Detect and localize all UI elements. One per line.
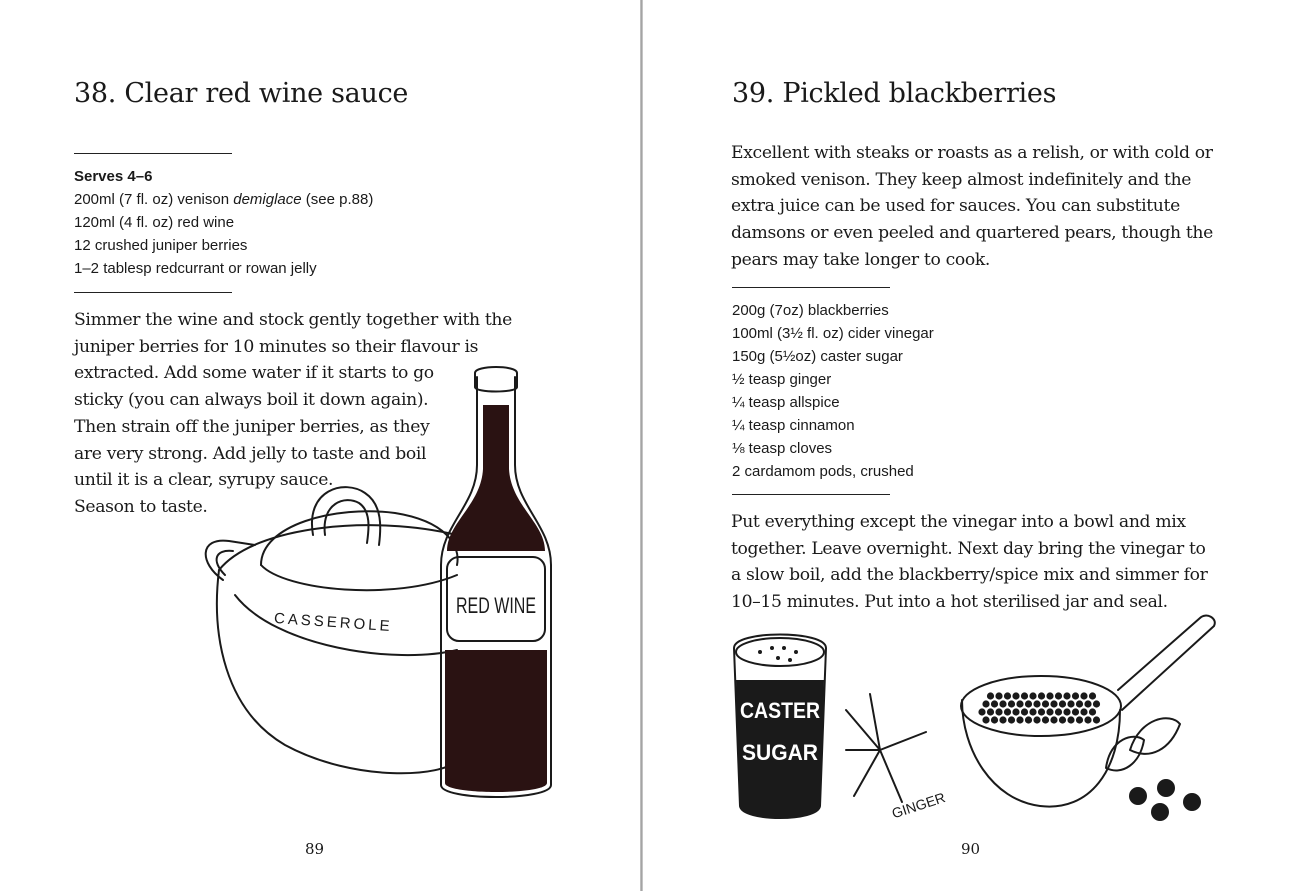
divider-rule bbox=[74, 292, 232, 293]
berry-icon bbox=[1038, 692, 1045, 699]
text-line: until it is a clear, syrupy sauce. bbox=[74, 470, 334, 491]
text-line: sticky (you can always boil it down again). bbox=[74, 390, 429, 411]
berry-icon bbox=[1021, 708, 1028, 715]
left-page bbox=[0, 0, 640, 891]
berry-icon bbox=[1025, 716, 1032, 723]
ingredient-text: 1–2 tablesp redcurrant or rowan jelly bbox=[74, 260, 317, 277]
berry-icon bbox=[1029, 708, 1036, 715]
berry-icon bbox=[1076, 700, 1083, 707]
berry-icon bbox=[1016, 716, 1023, 723]
ingredient-item: ½ teasp ginger bbox=[732, 371, 832, 388]
berry-icon bbox=[1089, 692, 1096, 699]
ingredient-item: 2 cardamom pods, crushed bbox=[732, 463, 914, 480]
casserole-label: CASSEROLE bbox=[273, 609, 394, 636]
text-line: juniper berries for 10 minutes so their flavour is bbox=[74, 336, 479, 357]
intro-text bbox=[731, 140, 1213, 274]
berry-icon bbox=[1008, 700, 1015, 707]
ginger-label: GINGER bbox=[889, 789, 948, 822]
berry-icon bbox=[982, 700, 989, 707]
berry-icon bbox=[1076, 716, 1083, 723]
text-line: smoked venison. They keep almost indefinitely and the bbox=[731, 169, 1192, 190]
berry-icon bbox=[1072, 708, 1079, 715]
berry-icon bbox=[1016, 700, 1023, 707]
berry-icon bbox=[1033, 700, 1040, 707]
berry-icon bbox=[1012, 708, 1019, 715]
recipe-title: 38. Clear red wine sauce bbox=[74, 78, 409, 109]
ingredient-item bbox=[74, 257, 373, 280]
ingredient-item: 100ml (3½ fl. oz) cider vinegar bbox=[732, 325, 934, 342]
berry-icon bbox=[978, 708, 985, 715]
text-line: Put everything except the vinegar into a bowl and mix bbox=[731, 512, 1186, 532]
berry-icon bbox=[1025, 700, 1032, 707]
berry-icon bbox=[1059, 700, 1066, 707]
berry-icon bbox=[1055, 692, 1062, 699]
berry-icon bbox=[991, 716, 998, 723]
divider-rule bbox=[732, 494, 890, 495]
berry-icon bbox=[1033, 716, 1040, 723]
berry-icon bbox=[995, 708, 1002, 715]
sugar-label-line2: SUGAR bbox=[742, 740, 819, 765]
ingredient-item bbox=[74, 188, 373, 211]
berry-icon bbox=[1050, 700, 1057, 707]
berry-icon bbox=[1008, 716, 1015, 723]
berry-icon bbox=[1004, 692, 1011, 699]
berry-icon bbox=[1093, 700, 1100, 707]
text-line: together. Leave overnight. Next day bring the vinegar to bbox=[731, 538, 1206, 559]
ingredient-text: 120ml (4 fl. oz) red wine bbox=[74, 214, 235, 231]
berry-icon bbox=[1021, 692, 1028, 699]
text-line: a slow boil, add the blackberry/spice mix and simmer for bbox=[731, 565, 1208, 586]
berry-icon bbox=[1042, 700, 1049, 707]
ingredient-item: 150g (5½oz) caster sugar bbox=[732, 348, 903, 365]
text-line: Then strain off the juniper berries, as they bbox=[74, 416, 430, 437]
ingredient-item bbox=[74, 211, 373, 234]
berry-icon bbox=[987, 708, 994, 715]
berry-icon bbox=[1029, 692, 1036, 699]
ingredient-emphasis: demiglace bbox=[233, 191, 302, 208]
ingredient-list bbox=[732, 299, 934, 483]
ingredient-item: 200g (7oz) blackberries bbox=[732, 302, 889, 319]
sugar-label-line1: CASTER bbox=[740, 698, 821, 723]
serves-label: Serves 4–6 bbox=[74, 168, 153, 185]
berry-icon bbox=[1063, 708, 1070, 715]
berry-icon bbox=[1012, 692, 1019, 699]
berry-icon bbox=[1093, 716, 1100, 723]
text-line: are very strong. Add jelly to taste and boil bbox=[74, 443, 427, 464]
ingredient-text: 200ml (7 fl. oz) venison bbox=[74, 191, 234, 208]
ingredient-text: 12 crushed juniper berries bbox=[74, 237, 248, 254]
berry-icon bbox=[1004, 708, 1011, 715]
berry-icon bbox=[1089, 708, 1096, 715]
right-page bbox=[645, 0, 1292, 891]
berry-icon bbox=[1059, 716, 1066, 723]
divider-rule bbox=[732, 287, 890, 288]
text-line: damsons or even peeled and quartered pears, though the bbox=[731, 223, 1213, 244]
berry-icon bbox=[1046, 692, 1053, 699]
ingredient-item bbox=[74, 234, 373, 257]
berry-icon bbox=[999, 700, 1006, 707]
berry-icon bbox=[982, 716, 989, 723]
berry-icon bbox=[1080, 708, 1087, 715]
berry-icon bbox=[999, 716, 1006, 723]
berry-icon bbox=[1072, 692, 1079, 699]
ingredient-text: (see p.88) bbox=[301, 191, 374, 208]
berry-icon bbox=[991, 700, 998, 707]
ingredient-item: ⅛ teasp cloves bbox=[732, 440, 833, 457]
berry-icon bbox=[1084, 716, 1091, 723]
divider-rule bbox=[74, 153, 232, 154]
page-number: 89 bbox=[305, 840, 325, 858]
berry-icon bbox=[987, 692, 994, 699]
bottle-label: RED WINE bbox=[456, 593, 536, 618]
berry-icon bbox=[995, 692, 1002, 699]
text-line: Season to taste. bbox=[74, 496, 208, 517]
recipe-title: 39. Pickled blackberries bbox=[732, 78, 1057, 109]
page-number: 90 bbox=[961, 840, 981, 858]
text-line: extra juice can be used for sauces. You can substitute bbox=[731, 196, 1180, 217]
text-line: 10–15 minutes. Put into a hot sterilised jar and seal. bbox=[731, 592, 1168, 613]
berry-icon bbox=[1067, 700, 1074, 707]
text-line: pears may take longer to cook. bbox=[731, 249, 991, 270]
berry-icon bbox=[1084, 700, 1091, 707]
berry-icon bbox=[1063, 692, 1070, 699]
berry-icon bbox=[1050, 716, 1057, 723]
text-line: Excellent with steaks or roasts as a relish, or with cold or bbox=[731, 143, 1213, 163]
ingredient-list bbox=[74, 188, 373, 280]
sugar-ginger-saucepan-illustration bbox=[730, 600, 1220, 830]
berry-icon bbox=[1038, 708, 1045, 715]
text-line: extracted. Add some water if it starts to go bbox=[74, 363, 434, 384]
berry-icon bbox=[1080, 692, 1087, 699]
book-gutter bbox=[640, 0, 643, 891]
ingredient-item: ¼ teasp allspice bbox=[732, 394, 840, 411]
ingredient-item: ¼ teasp cinnamon bbox=[732, 417, 855, 434]
text-line: Simmer the wine and stock gently together with the bbox=[74, 310, 512, 330]
berry-icon bbox=[1042, 716, 1049, 723]
berry-icon bbox=[1055, 708, 1062, 715]
berry-icon bbox=[1067, 716, 1074, 723]
casserole-and-wine-illustration bbox=[195, 365, 565, 815]
berry-icon bbox=[1046, 708, 1053, 715]
